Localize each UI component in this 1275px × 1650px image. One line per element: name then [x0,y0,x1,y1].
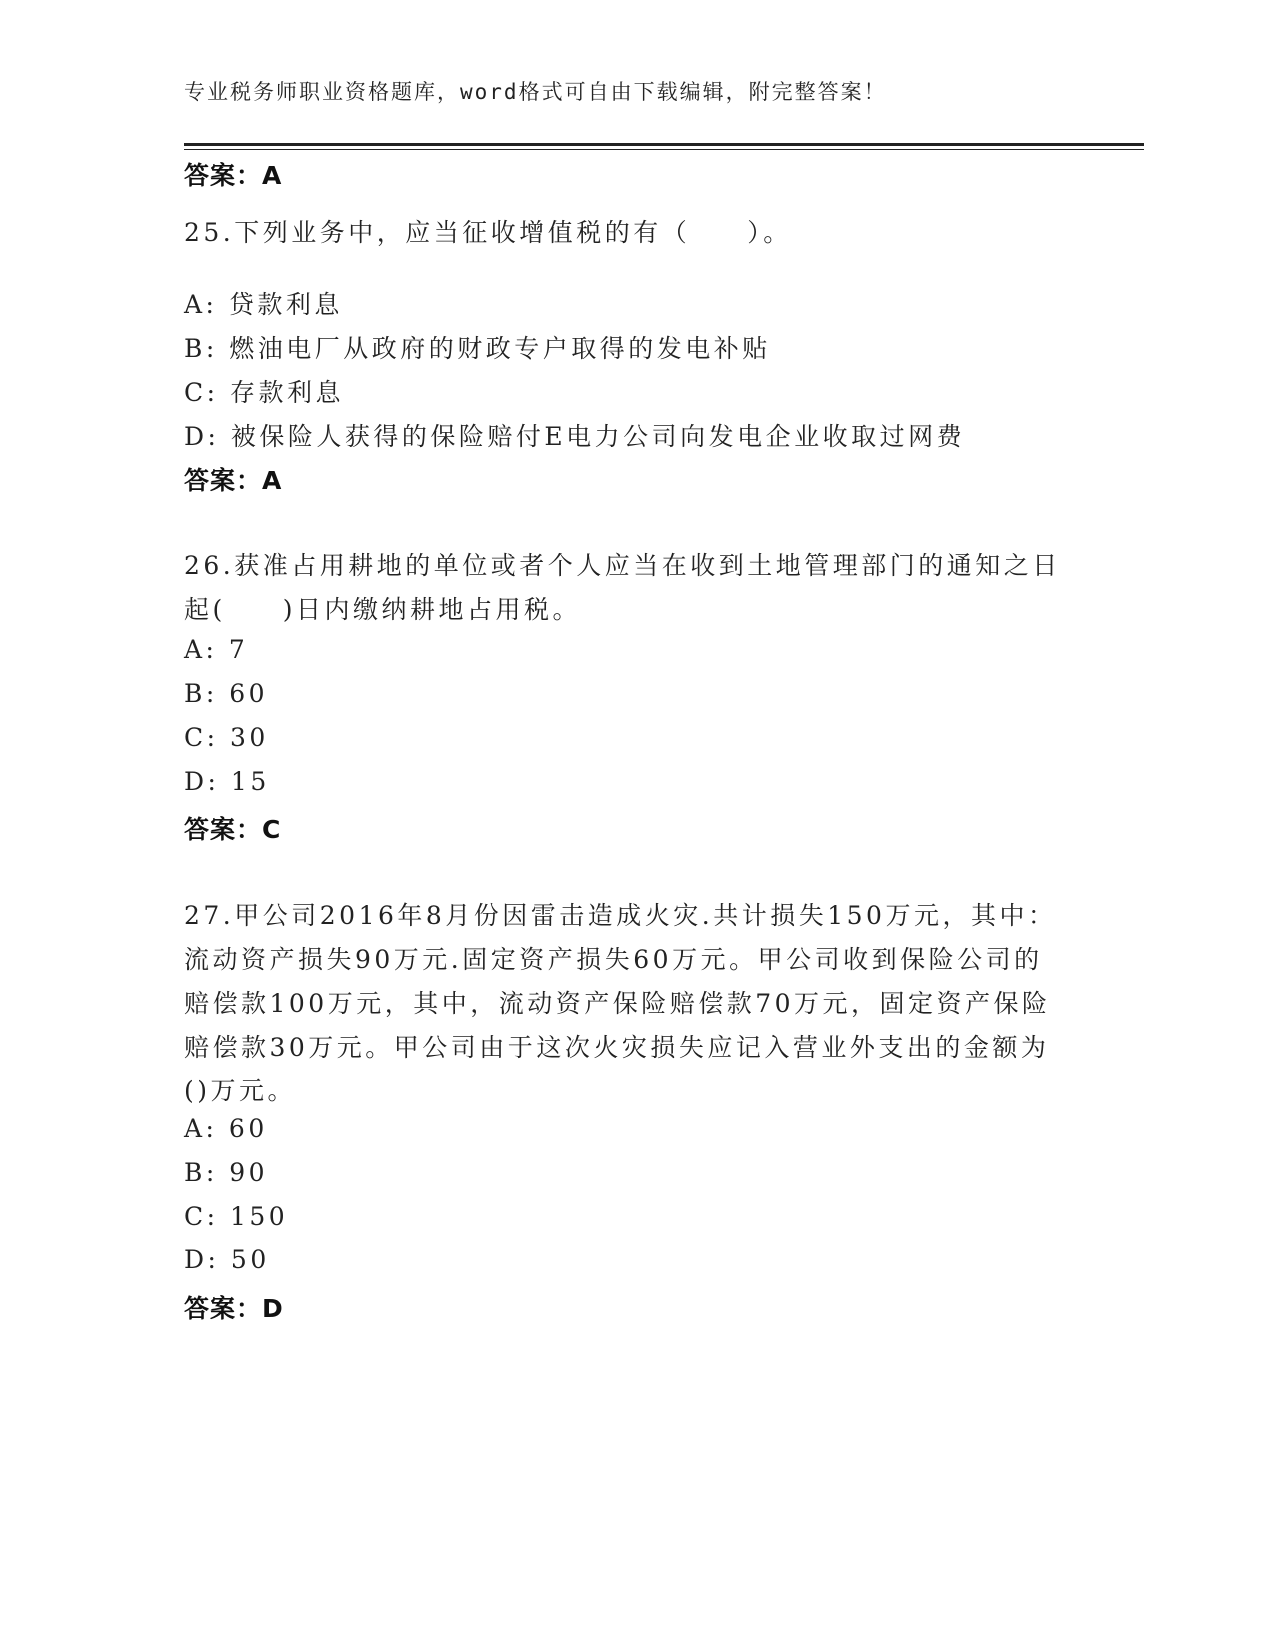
option-d: D: 被保险人获得的保险赔付E电力公司向发电企业收取过网费 [184,422,966,451]
option-d: D: 15 [184,767,270,796]
option-c: C: 30 [184,723,269,752]
question-stem: 25.下列业务中，应当征收增值税的有（ ）。 [184,218,792,247]
header-rule [184,143,1144,146]
option-c: C: 存款利息 [184,378,344,407]
option-b: B: 90 [184,1158,269,1187]
answer: 答案：A [184,466,283,495]
question-stem-line-3: 赔偿款100万元，其中，流动资产保险赔偿款70万元，固定资产保险 [184,989,1051,1018]
option-a: A: 60 [184,1114,268,1143]
option-c: C: 150 [184,1202,289,1231]
option-a: A: 7 [184,635,249,664]
question-stem-line-2: 流动资产损失90万元.固定资产损失60万元。甲公司收到保险公司的 [184,945,1043,974]
option-a: A: 贷款利息 [184,290,343,319]
option-b: B: 燃油电厂从政府的财政专户取得的发电补贴 [184,334,771,363]
question-stem-line-5: ()万元。 [184,1076,297,1105]
option-d: D: 50 [184,1245,270,1274]
question-stem-line-4: 赔偿款30万元。甲公司由于这次火灾损失应记入营业外支出的金额为 [184,1033,1050,1062]
question-stem-line-2: 起( )日内缴纳耕地占用税。 [184,595,582,624]
question-stem: 27.甲公司2016年8月份因雷击造成火灾.共计损失150万元，其中： [184,901,1057,930]
header-rule-thin [184,149,1144,150]
previous-answer: 答案：A [184,161,283,190]
answer: 答案：C [184,815,282,844]
answer: 答案：D [184,1294,284,1323]
page-header: 专业税务师职业资格题库，word格式可自由下载编辑，附完整答案！ [184,80,887,104]
option-b: B: 60 [184,679,269,708]
question-stem: 26.获准占用耕地的单位或者个人应当在收到土地管理部门的通知之日 [184,551,1061,580]
